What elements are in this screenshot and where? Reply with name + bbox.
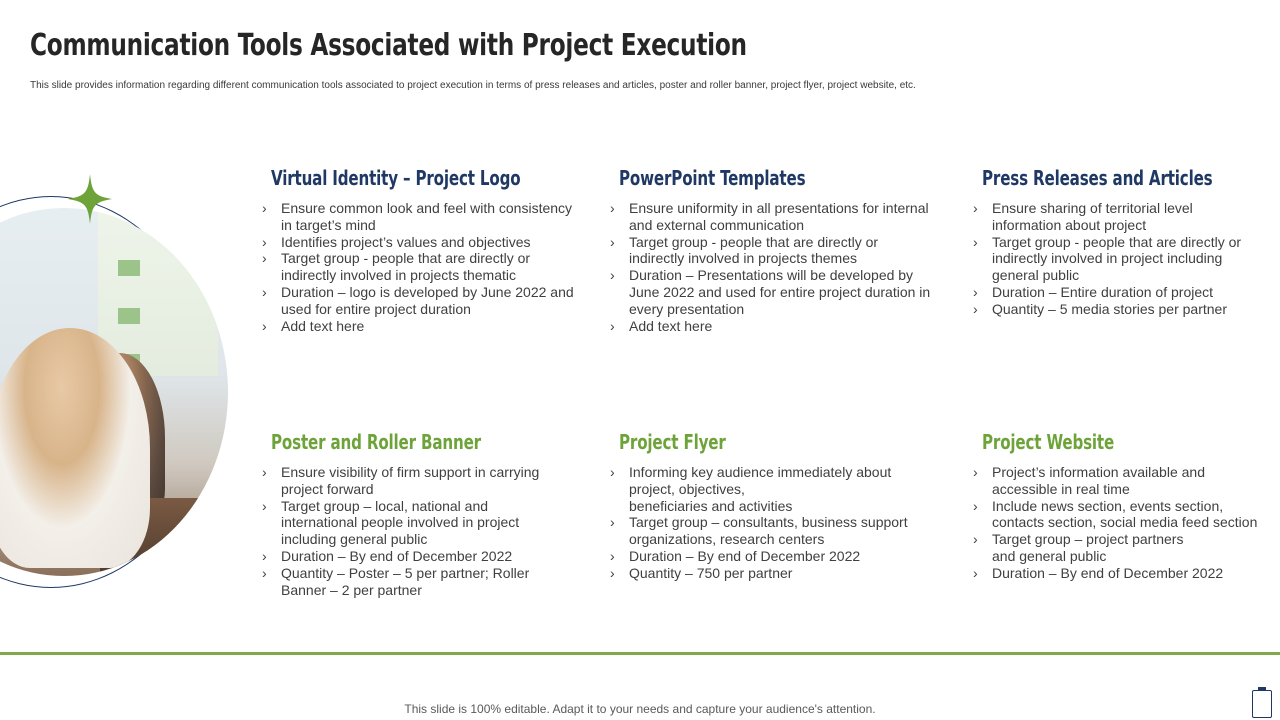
chevron-right-icon: › — [262, 564, 267, 581]
section-heading: Project Flyer — [619, 430, 726, 454]
bullet-list — [610, 464, 949, 582]
chevron-right-icon: › — [610, 514, 615, 531]
list-item: › Informing key audience immediately about project, objectives, beneficiaries and activities — [610, 464, 892, 514]
chevron-right-icon: › — [262, 497, 267, 514]
bullet-list — [973, 200, 1272, 318]
chevron-right-icon: › — [973, 283, 978, 300]
section-project-website — [973, 430, 1272, 582]
list-item: › Include news section, events section, contacts section, social media feed section — [973, 497, 1258, 531]
slide-subtitle: This slide provides information regarding different communication tools associated to project execution in terms of press releases and articles, poster and roller banner, project flyer, project website, etc. — [30, 80, 916, 91]
chevron-right-icon: › — [262, 233, 267, 250]
list-item: › Duration – Entire duration of project — [973, 283, 1214, 300]
chevron-right-icon: › — [973, 200, 978, 216]
chevron-right-icon: › — [973, 233, 978, 250]
chevron-right-icon: › — [610, 267, 615, 284]
section-heading: PowerPoint Templates — [619, 166, 806, 190]
list-item: › Project’s information available and accessible in real time — [973, 464, 1205, 497]
section-heading: Poster and Roller Banner — [271, 430, 481, 454]
list-item: › Ensure sharing of territorial level information about project — [973, 200, 1193, 233]
chevron-right-icon: › — [610, 317, 615, 334]
chevron-right-icon: › — [262, 547, 267, 564]
chevron-right-icon: › — [973, 497, 978, 514]
photo-image — [0, 208, 228, 576]
chevron-right-icon: › — [610, 564, 615, 581]
section-press-releases — [973, 166, 1272, 318]
slide-title: Communication Tools Associated with Project Execution — [30, 28, 747, 63]
chevron-right-icon: › — [973, 300, 978, 317]
list-item: › Quantity – 750 per partner — [610, 564, 793, 581]
list-item: › Target group - people that are directly or indirectly involved in project including general public — [973, 233, 1242, 284]
bullet-list — [610, 200, 949, 334]
section-heading: Press Releases and Articles — [982, 166, 1213, 190]
list-item: › Duration – By end of December 2022 — [610, 547, 861, 564]
list-item: › Target group – consultants, business support organizations, research centers — [610, 514, 908, 548]
chevron-right-icon: › — [973, 564, 978, 581]
chevron-right-icon: › — [610, 547, 615, 564]
chevron-right-icon: › — [262, 200, 267, 216]
chevron-right-icon: › — [610, 200, 615, 216]
chevron-right-icon: › — [973, 464, 978, 480]
section-heading: Virtual Identity – Project Logo — [271, 166, 521, 190]
list-item: › Duration – By end of December 2022 — [262, 547, 513, 564]
list-item: › Ensure uniformity in all presentations for internal and external communication — [610, 200, 929, 233]
clipboard-icon — [1252, 690, 1272, 718]
list-item: › Target group - people that are directly or indirectly involved in projects thematic — [262, 250, 531, 284]
list-item: › Duration – Presentations will be developed by June 2022 and used for entire project duration in every presentation — [610, 267, 931, 317]
sparkle-star-icon — [68, 174, 112, 224]
chevron-right-icon: › — [610, 464, 615, 480]
list-item: › Add text here — [262, 317, 365, 334]
chevron-right-icon: › — [262, 283, 267, 300]
bullet-list — [262, 200, 601, 334]
list-item: › Identifies project’s values and objectives — [262, 233, 531, 250]
section-heading: Project Website — [982, 430, 1115, 454]
meeting-photo — [0, 178, 240, 598]
list-item: › Ensure common look and feel with consistency in target’s mind — [262, 200, 573, 233]
list-item: › Target group - people that are directly or indirectly involved in projects themes — [610, 233, 879, 267]
section-poster-banner — [262, 430, 601, 598]
chevron-right-icon: › — [262, 464, 267, 480]
section-powerpoint-templates — [610, 166, 949, 334]
list-item: › Quantity – Poster – 5 per partner; Roller Banner – 2 per partner — [262, 564, 530, 598]
footer-divider — [0, 652, 1280, 655]
list-item: › Target group – local, national and international people involved in project including general public — [262, 497, 520, 548]
chevron-right-icon: › — [262, 317, 267, 334]
list-item: › Duration – logo is developed by June 2022 and used for entire project duration — [262, 283, 574, 317]
list-item: › Quantity – 5 media stories per partner — [973, 300, 1228, 317]
list-item: › Target group – project partners and general public — [973, 531, 1184, 564]
list-item: › Ensure visibility of firm support in carrying project forward — [262, 464, 540, 497]
chevron-right-icon: › — [262, 250, 267, 267]
chevron-right-icon: › — [610, 233, 615, 250]
bullet-list — [973, 464, 1272, 582]
chevron-right-icon: › — [973, 531, 978, 548]
bullet-list — [262, 464, 601, 598]
footer-note: This slide is 100% editable. Adapt it to your needs and capture your audience's attention. — [404, 702, 876, 716]
section-virtual-identity — [262, 166, 601, 334]
section-project-flyer — [610, 430, 949, 582]
list-item: › Add text here — [610, 317, 713, 334]
list-item: › Duration – By end of December 2022 — [973, 564, 1224, 581]
